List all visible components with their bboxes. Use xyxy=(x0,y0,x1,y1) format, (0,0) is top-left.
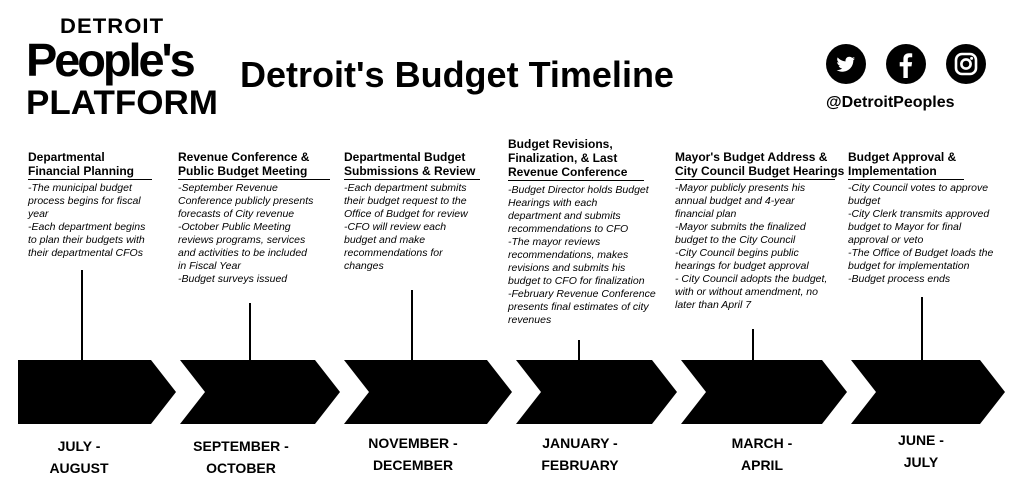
page-title: Detroit's Budget Timeline xyxy=(240,54,674,95)
text-line: hearings for budget approval xyxy=(675,260,809,272)
text-line: -City Clerk transmits approved xyxy=(848,208,990,220)
text-line: Departmental xyxy=(28,150,105,164)
text-line: financial plan xyxy=(675,208,737,220)
text-line: JANUARY - xyxy=(542,435,618,451)
text-line: their budget request to the xyxy=(344,195,467,207)
text-line: later than April 7 xyxy=(675,299,752,311)
text-line: -Budget surveys issued xyxy=(178,273,288,285)
stage-1-period xyxy=(4,435,154,479)
text-line: recommendations for xyxy=(344,247,443,259)
logo-line-1: DETROIT xyxy=(60,15,165,38)
text-line: process begins for fiscal xyxy=(28,195,141,207)
stage-6-items xyxy=(848,182,1013,286)
text-line: annual budget and 4-year xyxy=(675,195,795,207)
stage-4-connector xyxy=(578,340,580,362)
stage-3-items xyxy=(344,182,494,273)
text-line: with or without amendment, no xyxy=(675,286,818,298)
stage-3-heading xyxy=(344,150,480,180)
text-line: -The municipal budget xyxy=(28,182,132,194)
text-line: - City Council adopts the budget, xyxy=(675,273,828,285)
text-line: Revenue Conference & xyxy=(178,150,310,164)
text-line: -September Revenue xyxy=(178,182,278,194)
text-line: Mayor's Budget Address & xyxy=(675,150,828,164)
text-line: Finalization, & Last xyxy=(508,151,618,165)
text-line: to plan their budgets with xyxy=(28,234,145,246)
text-line: revisions and submits his xyxy=(508,262,626,274)
text-line: -City Council votes to approve xyxy=(848,182,989,194)
text-line: budget for implementation xyxy=(848,260,970,272)
text-line: Conference publicly presents xyxy=(178,195,314,207)
text-line: -February Revenue Conference xyxy=(508,288,656,300)
text-line: forecasts of City revenue xyxy=(178,208,295,220)
stage-4-heading xyxy=(508,137,644,181)
stage-6-period xyxy=(846,429,996,473)
logo-line-2: People's xyxy=(26,34,193,86)
stage-5-heading xyxy=(675,150,845,180)
timeline-arrow-6 xyxy=(851,360,1005,424)
text-line: Submissions & Review xyxy=(344,164,476,178)
text-line: in Fiscal Year xyxy=(178,260,241,272)
text-line: Public Budget Meeting xyxy=(178,164,308,178)
stage-5-items xyxy=(675,182,840,312)
text-line: -Each department begins xyxy=(28,221,146,233)
text-line: Revenue Conference xyxy=(508,165,628,179)
stage-1-heading xyxy=(28,150,152,180)
text-line: SEPTEMBER - xyxy=(193,438,289,454)
text-line: OCTOBER xyxy=(206,460,276,476)
text-line: MARCH - xyxy=(731,435,793,451)
text-line: year xyxy=(28,208,49,220)
text-line: -Each department submits xyxy=(344,182,467,194)
text-line: -CFO will review each xyxy=(344,221,447,233)
text-line: JUNE - xyxy=(898,432,944,448)
text-line: revenues xyxy=(508,314,552,326)
timeline-arrow-3 xyxy=(344,360,512,424)
text-line: presents final estimates of city xyxy=(508,301,649,313)
text-line: Implementation xyxy=(848,164,937,178)
stage-1-connector xyxy=(81,270,83,362)
stage-5-period xyxy=(687,432,837,476)
logo-line-3: PLATFORM xyxy=(26,84,218,122)
text-line: Office of Budget for review xyxy=(344,208,468,220)
stage-2-heading xyxy=(178,150,330,180)
text-line: budget to Mayor for final xyxy=(848,221,962,233)
stage-6-heading xyxy=(848,150,964,180)
text-line: Departmental Budget xyxy=(344,150,466,164)
text-line: recommendations, makes xyxy=(508,249,629,261)
text-line: JULY - xyxy=(57,438,101,454)
text-line: NOVEMBER - xyxy=(368,435,458,451)
stage-2-period xyxy=(166,435,316,479)
text-line: APRIL xyxy=(741,457,783,473)
stage-4-period xyxy=(505,432,655,476)
text-line: changes xyxy=(344,260,384,272)
text-line: -Mayor publicly presents his xyxy=(675,182,806,194)
stage-1-items xyxy=(28,182,168,260)
text-line: Financial Planning xyxy=(28,164,135,178)
text-line: recommendations to CFO xyxy=(508,223,629,235)
text-line: Hearings with each xyxy=(508,197,598,209)
text-line: DECEMBER xyxy=(372,457,454,473)
stage-2-connector xyxy=(249,303,251,362)
stage-2-items xyxy=(178,182,333,286)
text-line: their departmental CFOs xyxy=(28,247,143,259)
stage-6-connector xyxy=(921,297,923,362)
text-line: AUGUST xyxy=(49,460,109,476)
text-line: budget to the City Council xyxy=(675,234,796,246)
text-line: budget to CFO for finalization xyxy=(508,275,645,287)
stage-4-items xyxy=(508,184,668,327)
social-handle: @DetroitPeoples xyxy=(826,94,955,111)
text-line: City Council Budget Hearings xyxy=(675,164,845,178)
text-line: -Budget Director holds Budget xyxy=(508,184,649,196)
text-line: -The Office of Budget loads the xyxy=(848,247,994,259)
text-line: Budget Approval & xyxy=(848,150,957,164)
text-line: budget xyxy=(848,195,881,207)
text-line: reviews programs, services xyxy=(178,234,306,246)
timeline-arrow-5 xyxy=(681,360,847,424)
text-line: -Mayor submits the finalized xyxy=(675,221,806,233)
stage-5-connector xyxy=(752,329,754,362)
text-line: JULY xyxy=(903,454,939,470)
text-line: approval or veto xyxy=(848,234,924,246)
text-line: -City Council begins public xyxy=(675,247,799,259)
text-line: -The mayor reviews xyxy=(508,236,601,248)
timeline-arrow-2 xyxy=(180,360,340,424)
text-line: FEBRUARY xyxy=(541,457,619,473)
text-line: -October Public Meeting xyxy=(178,221,291,233)
text-line: Budget Revisions, xyxy=(508,137,613,151)
text-line: department and submits xyxy=(508,210,621,222)
text-line: -Budget process ends xyxy=(848,273,951,285)
text-line: budget and make xyxy=(344,234,426,246)
timeline-arrow-4 xyxy=(516,360,677,424)
stage-3-connector xyxy=(411,290,413,362)
stage-3-period xyxy=(338,432,488,476)
text-line: and activities to be included xyxy=(178,247,307,259)
timeline-arrow-1 xyxy=(18,360,176,424)
